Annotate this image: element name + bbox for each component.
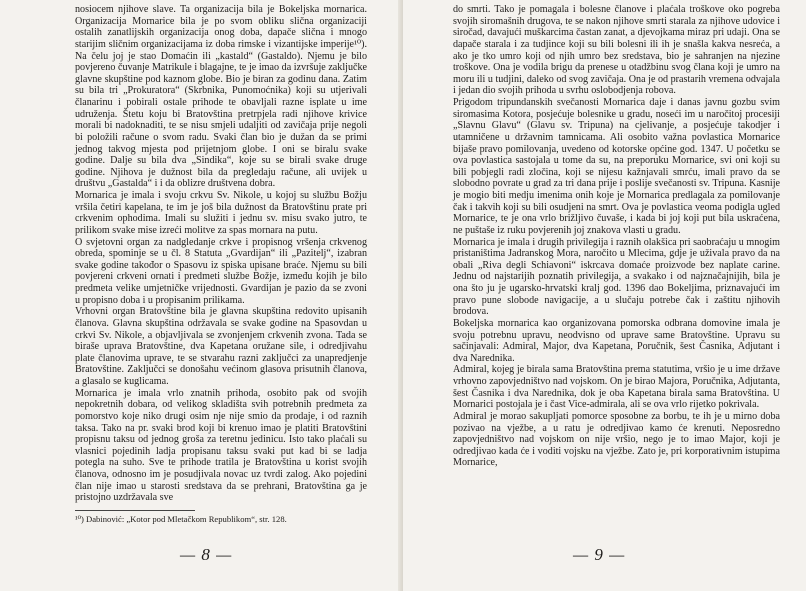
footnote: ¹⁰) Dabinović: „Kotor pod Mletačkom Republikom“, str. 128. [75, 513, 287, 524]
paragraph: Mornarica je imala vrlo znatnih prihoda, osobito pak od svojih nepokretnih dobara, od velikog skladišta svih potrebnih predmeta za pomorstvo koje niko drugi osim nje nije smio da prodaje, i od raznih taksa. Tako na pr. svaki brod koji bi krenuo imao je platiti Bratovštini propisnu taksu od jednog groša za teretnu jedinicu. Isto tako plaćali su vlasnici pojedinih ladja propisanu taksu svaki put kad bi se ladja potegla na suho. Sve te prihode tratila je Bratovština u korist svojih članova, odnosno im je posudjivala novac uz tvrdi zalog. Ako pojedini član nije imao u starosti sredstava da se prehrani, Bratovština ga je pristojno uzdržavala sve [75, 387, 367, 504]
paragraph: Mornarica je imala i svoju crkvu Sv. Nikole, u kojoj su službu Božju vršila četiri kapelana, te im je još bila dužnost da Bratovštinu prate pri crkvenim ophodima. Imali su služiti i jednu sv. misu svako jutro, te prilikom svake mise izreći molitve za spas mornara na putu. [75, 190, 367, 236]
paragraph: Admiral, kojeg je birala sama Bratovština prema statutima, vršio je u ime države vrhovno zapovjedništvo nad vojskom. On je birao Majora, Poručnika, Adjutanta, šest Časnika i dva Narednika, dok je oba Kapetana birala sama Bratovština. U Mornarici postojala je i čast Vice-admirala, ali se ova vrlo rijetko pokrivala. [453, 364, 780, 411]
paragraph: Vrhovni organ Bratovštine bila je glavna skupština redovito upisanih članova. Glavna skupština održavala se svake godine na Spasovdan u crkvi Sv. Nikole, a objavljivala se zvonjenjem crkvenih zvona. Tada se biraše uprava Bratovštine, dva Kapetana oružane sile, i odredjivahu plate članovima uprave, te se stvarahu razni zaključci za unapredjenje Bratovštine. Zaključci se donošahu većinom glasova prisutnih članova, a glasalo se kuglicama. [75, 306, 367, 387]
right-page-text [453, 4, 780, 469]
footnote-rule [75, 510, 195, 511]
left-page-text [75, 4, 367, 504]
paragraph: Prigodom tripundanskih svečanosti Mornarica daje i danas javnu gozbu svim siromasima Kotora, posjećuje bolesnike u gradu, noseći im u naročitoj procesiji „Slavnu Glavu“ (Glavu sv. Tripuna) na cjelivanje, a posjećuje takodjer i utamničene u državnim tamnicama. Ali osobito važna povlastica Mornarice bijaše pravo pomilovanja, uvedeno od kotorske općine god. 1347. U početku se ova povlastica sastojala u tome da su, na preporuku Mornarice, svi oni koji su bili pobjegli radi zločina, koji se nijesu kažnjavali smrću, imali pravo da se slobodno povrate u grad za tri dana prije i poslije svečanosti sv. Tripuna. Kasnije je mogio biti medju imenima onih koje je Mornarica predlagala za pomilovanje čak i takvih koji su bili osudjeni na smrt. Ova je povlastica veoma podigla ugled Mornarice, te je ona vrlo brižljivo čuvaše, i kada bi joj koji put bila uskraćena, ne puštaše iz ruku povjerenih joj znakova vlasti u gradu. [453, 97, 780, 236]
paragraph: Bokeljska mornarica kao organizovana pomorska odbrana domovine imala je svoju potrebnu upravu, neodvisno od uprave same Bratovštine. Upravu su sačinjavali: Admiral, Major, dva Kapetana, Poručnik, šest Časnika, Adjutant i dva Narednika. [453, 317, 780, 364]
page-number-left: — 8 — [180, 545, 233, 564]
paragraph: O svjetovni organ za nadgledanje crkve i propisnog vršenja crkvenog obreda, spominje se u čl. 8 Statuta „Gvardijan“ ili „Pazitelj“, izabran svake godine takođor o Spasovu iz spiska upisane braće. Njemu su bili povjereni crkveni ornati i predmeti službe Božje, između kojih je bilo predmeta velike umjetničke vrijednosti. Gvardijan je pazio da se zvoni u propisno doba i u propisanim prilikama. [75, 236, 367, 306]
paragraph: do smrti. Tako je pomagala i bolesne članove i plaćala troškove oko pogreba svojih siromašnih drugova, te se nakon njihove smrti starala za njihove udovice i siročad, davajući muškarcima častan zanat, a djevojkama miraz pri udaji. Ona se dapače starala i za tudjince koji su bili bolesni ili ih je snašla kakva nesreća, a ako je tko umro koji od njih umro bez sredstava, bio je sahranjen na njezine troškove. Ona je vodila brigu da prenese u otadžbinu svog člana koji je umro na moru ili u tudjini, daleko od svog zavičaja. Ona je od prastarih vremena odvajala i jedan dio svojih prihoda u svrhu oslobodjenja robova. [453, 4, 780, 97]
right-page [403, 0, 806, 591]
page-number-right: — 9 — [573, 545, 626, 564]
paragraph: Admiral je morao sakupljati pomorce sposobne za borbu, te ih je u mirno doba pozivao na vježbe, a u ratu je odredjivao kamo će krenuti. Neposredno zapovjedništvo nad vojskom on nije vršio, nego je to imao Major, koji je odredjivao kada će i voditi vojsku na vježbe. Zato je, pri korporativnim istupima Mornarice, [453, 410, 780, 469]
paragraph: Mornarica je imala i drugih privilegija i raznih olakšica pri saobraćaju u mnogim pristaništima Jadranskog Mora, naročito u Mlecima, gdje je uživala pravo da na obali „Riva degli Schiavoni“ iskrcava domaće proizvode bez naplate carine. Jednu od najstarijih poznatih privilegija, a svakako i od najznačajnijih, bila je ona što ju je ugarsko-hrvatski kralj god. 1396 dao Bokeljima, priznavajući im pravo pune slobode navigacije, a u slučaju potrebe čak i zaštitu njihovih brodova. [453, 236, 780, 318]
paragraph: nosiocem njihove slave. Ta organizacija bila je Bokeljska mornarica. Organizacija Mornarice bila je po svom obliku slična organizaciji ostalih zanatlijskih organizacija onog doba, dapače slična i mnogo starijim sličnim organizacijama iz doba rimske i vizantijske imperije¹⁰). Na čelu joj je stao Domaćin ili „kastald“ (Gastaldo). Njemu je bilo povjereno čuvanje Matrikule i blagajne, te je imao da izvršuje zaključke glavne skupštine pod kaznom globe. Bio je biran za godinu dana. Zatim su bila tri „Prokuratora“ (Skrbnika, Punomoćnika) koji su utjerivali članarinu i pobirali ostale prihode te obavljali razne isplate u ime udruženja. Štetu koju bi Bratovština pretrpjela radi njihove krivice morali bi nadoknaditi, te se nisu smjeli udaljiti od zavičaja prije negoli bi položili račune o svom radu. Svaki član bio je dužan da se primi jednog takvog mjesta pod prijetnjom globe. I oni se biralu svake godine. Dalje su bila dva „Sindika“, koje su se birali svake druge godine. Njihova je dužnost bila da pregledaju račune, ali uvijek u društvu „Gastalda“ i i da oblizre društvena dobra. [75, 4, 367, 190]
